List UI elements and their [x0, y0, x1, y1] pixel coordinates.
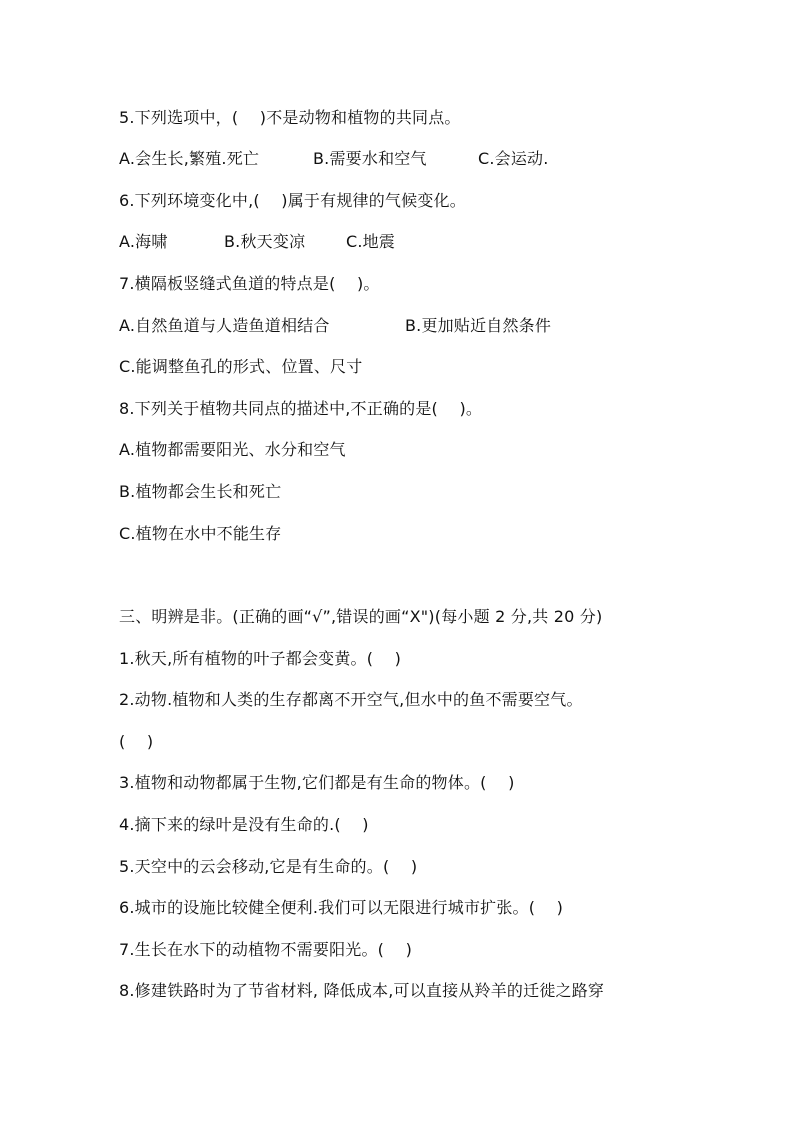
question-5-option-c: C.会运动.	[478, 149, 549, 168]
question-5-option-a: A.会生长,繁殖.死亡	[119, 149, 260, 168]
question-7-stem: 7.横隔板竖缝式鱼道的特点是( )。	[119, 274, 380, 293]
question-8-option-c: C.植物在水中不能生存	[119, 524, 282, 543]
question-5-options	[119, 148, 549, 170]
true-false-item-8: 8.修建铁路时为了节省材料, 降低成本,可以直接从羚羊的迁徙之路穿	[119, 981, 605, 1000]
true-false-item-6: 6.城市的设施比较健全便利.我们可以无限进行城市扩张。( )	[119, 898, 564, 917]
question-7-options	[119, 315, 551, 337]
question-8-stem: 8.下列关于植物共同点的描述中,不正确的是( )。	[119, 399, 483, 418]
true-false-item-5: 5.天空中的云会移动,它是有生命的。( )	[119, 857, 418, 876]
question-6-option-c: C.地震	[346, 232, 396, 251]
question-6-stem: 6.下列环境变化中,( )属于有规律的气候变化。	[119, 191, 466, 210]
true-false-item-7: 7.生长在水下的动植物不需要阳光。( )	[119, 940, 413, 959]
section-3-heading: 三、明辨是非。(正确的画“√”,错误的画“X")(每小题 2 分,共 20 分)	[119, 607, 603, 626]
question-6-option-b: B.秋天变凉	[224, 232, 306, 251]
true-false-item-2-bracket: ( )	[119, 732, 154, 751]
question-7-option-c: C.能调整鱼孔的形式、位置、尺寸	[119, 357, 363, 376]
true-false-item-4: 4.摘下来的绿叶是没有生命的.( )	[119, 815, 369, 834]
question-8-option-b: B.植物都会生长和死亡	[119, 482, 282, 501]
question-5-option-b: B.需要水和空气	[313, 149, 427, 168]
question-6-option-a: A.海啸	[119, 232, 168, 251]
question-7-option-b: B.更加贴近自然条件	[405, 316, 552, 335]
true-false-item-1: 1.秋天,所有植物的叶子都会变黄。( )	[119, 649, 402, 668]
question-5-stem: 5.下列选项中，( )不是动物和植物的共同点。	[119, 108, 461, 127]
true-false-item-3: 3.植物和动物都属于生物,它们都是有生命的物体。( )	[119, 773, 515, 792]
question-6-options	[119, 231, 395, 253]
question-8-option-a: A.植物都需要阳光、水分和空气	[119, 440, 346, 459]
question-7-option-a: A.自然鱼道与人造鱼道相结合	[119, 316, 330, 335]
true-false-item-2: 2.动物.植物和人类的生存都离不开空气,但水中的鱼不需要空气。	[119, 690, 583, 709]
